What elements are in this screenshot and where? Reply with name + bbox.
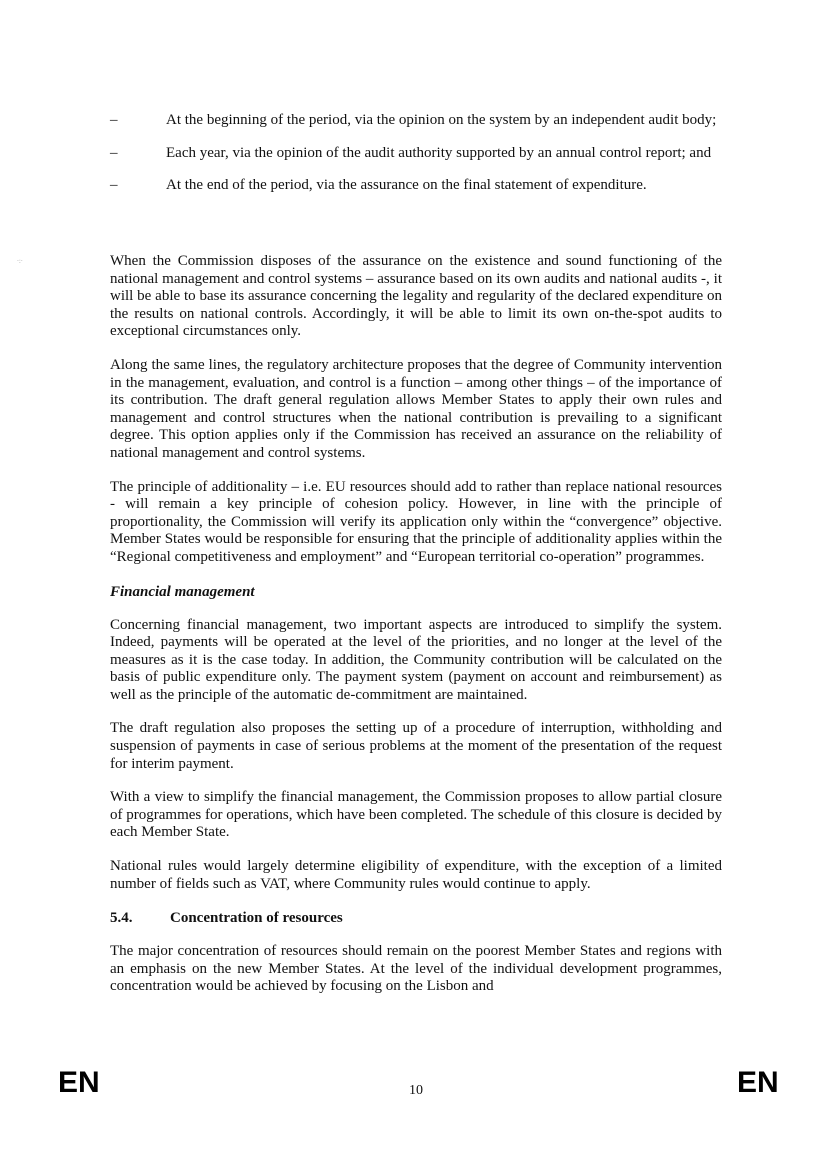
paragraph-assurance: When the Commission disposes of the assurance on the existence and sound functioning of the national management and control systems – assurance based on its own audits and national audits -, it will be able to base its assurance concerning the legality and regularity of the declared expenditure on the results on national controls. Accordingly, it will be able to limit its own on-the-spot audits to exceptional circumstances only. xyxy=(110,253,722,340)
body-text xyxy=(110,253,722,1012)
paragraph-concentration: The major concentration of resources should remain on the poorest Member States and regions with an emphasis on the new Member States. At the level of the individual development programmes, concentration would be achieved by focusing on the Lisbon and xyxy=(110,943,722,995)
paragraph-eligibility: National rules would largely determine eligibility of expenditure, with the exception of a limited number of fields such as VAT, where Community rules would continue to apply. xyxy=(110,858,722,892)
bullet-dash: – xyxy=(110,112,118,128)
footer-language-left: EN xyxy=(58,1066,100,1099)
paragraph-regulatory-architecture: Along the same lines, the regulatory architecture proposes that the degree of Community intervention in the management, evaluation, and control is a function – among other things – of the importance of its contribution. The draft general regulation allows Member States to apply their own rules and management and control structures when the national contribution is prevailing to a significant degree. This option applies only if the Commission has received an assurance on the reliability of national management and control systems. xyxy=(110,356,722,461)
section-title: Concentration of resources xyxy=(170,910,343,927)
paragraph-partial-closure: With a view to simplify the financial management, the Commission proposes to allow partial closure of programmes for operations, which have been completed. The schedule of this closure is decided by each Member State. xyxy=(110,789,722,841)
footer-language-right: EN xyxy=(737,1066,779,1099)
bullet-item xyxy=(110,145,720,163)
bullet-text: At the beginning of the period, via the opinion on the system by an independent audit body; xyxy=(166,112,717,128)
section-heading xyxy=(110,909,722,927)
bullet-text: Each year, via the opinion of the audit authority supported by an annual control report; and xyxy=(166,144,712,161)
bullet-dash: – xyxy=(110,144,118,161)
paragraph-interruption: The draft regulation also proposes the setting up of a procedure of interruption, withholding and suspension of payments in case of serious problems at the moment of the presentation of the request for interim payment. xyxy=(110,720,722,772)
section-number: 5.4. xyxy=(110,910,133,927)
bullet-list xyxy=(110,112,720,210)
paragraph-financial-management: Concerning financial management, two important aspects are introduced to simplify the system. Indeed, payments will be operated at the level of the priorities, and no longer at the level of the measures as it is the case today. In addition, the Community contribution will be calculated on the basis of public expenditure only. The payment system (payment on account and reimbursement) as well as the principle of the automatic de-commitment are maintained. xyxy=(110,616,722,703)
bullet-item xyxy=(110,177,720,195)
subheading-financial-management: Financial management xyxy=(110,583,255,600)
bullet-item xyxy=(110,112,720,130)
bullet-dash: – xyxy=(110,177,118,193)
page-number: 10 xyxy=(409,1083,423,1098)
paragraph-additionality: The principle of additionality – i.e. EU resources should add to rather than replace national resources - will remain a key principle of cohesion policy. However, in line with the principle of proportionality, the Commission will verify its application only within the “convergence” objective. Member States would be responsible for ensuring that the principle of additionality applies within the “Regional competitiveness and employment” and “European territorial co-operation” programmes. xyxy=(110,478,722,565)
margin-mark: ·:· xyxy=(17,258,23,265)
bullet-text: At the end of the period, via the assurance on the final statement of expenditure. xyxy=(166,177,647,193)
